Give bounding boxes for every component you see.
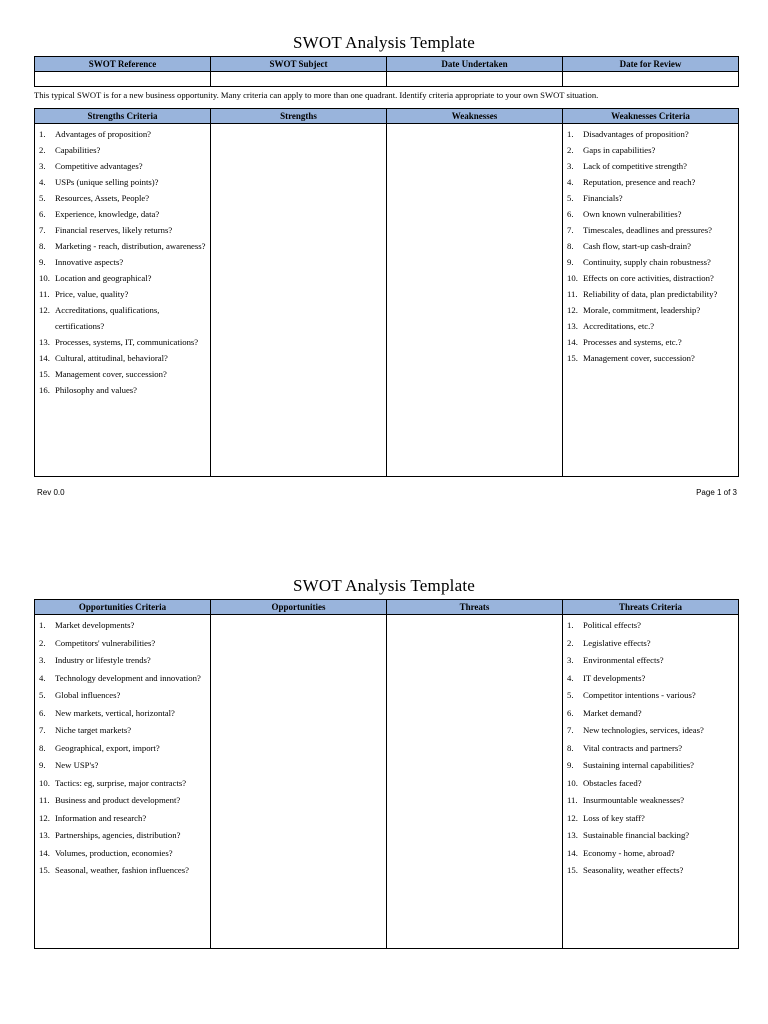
item-text: Financial reserves, likely returns? (55, 225, 173, 235)
col-swot-subject: SWOT Subject (211, 57, 387, 72)
page-title: SWOT Analysis Template (292, 576, 475, 595)
item-text: Management cover, succession? (583, 353, 695, 363)
strengths-criterion (37, 174, 208, 190)
item-text: Accreditations, qualifications, certifications? (55, 305, 160, 331)
item-number: 5. (567, 193, 574, 203)
threats-criterion (565, 827, 736, 845)
item-number: 1. (39, 620, 46, 630)
strengths-criterion (37, 334, 208, 350)
item-text: Processes, systems, IT, communications? (55, 337, 199, 347)
item-text: Industry or lifestyle trends? (55, 655, 151, 665)
strengths-criterion (37, 302, 208, 334)
item-number: 3. (39, 161, 46, 171)
item-number: 11. (567, 795, 578, 805)
opportunities-cell[interactable] (211, 615, 387, 949)
item-text: Political effects? (583, 620, 641, 630)
opportunities-criterion (37, 635, 208, 653)
page-number: Page 1 of 3 (696, 488, 737, 497)
item-text: Seasonality, weather effects? (583, 865, 684, 875)
item-number: 8. (39, 742, 46, 753)
strengths-criterion (37, 238, 208, 254)
item-number: 2. (39, 637, 46, 648)
item-text: Competitive advantages? (55, 161, 143, 171)
item-text: Management cover, succession? (55, 369, 167, 379)
item-text: Volumes, production, economies? (55, 847, 173, 858)
item-number: 6. (567, 707, 574, 718)
item-text: Financials? (583, 193, 623, 203)
weaknesses-criterion (565, 302, 736, 318)
col-strengths-criteria: Strengths Criteria (35, 109, 211, 124)
threats-criterion (565, 757, 736, 775)
item-text: Technology development and innovation? (55, 672, 201, 683)
strengths-criterion (37, 126, 208, 142)
opportunities-criterion (37, 792, 208, 810)
threats-criteria-cell (563, 615, 739, 949)
strengths-criterion (37, 190, 208, 206)
item-number: 13. (567, 830, 578, 840)
item-number: 13. (567, 321, 578, 331)
col-threats: Threats (387, 600, 563, 615)
item-number: 9. (39, 760, 46, 770)
item-number: 14. (567, 337, 578, 347)
item-number: 8. (39, 241, 46, 251)
item-number: 15. (39, 865, 50, 875)
item-number: 6. (567, 209, 574, 219)
item-number: 6. (39, 209, 46, 219)
item-number: 1. (39, 129, 46, 139)
item-number: 4. (39, 177, 46, 187)
item-number: 8. (567, 241, 574, 251)
item-number: 11. (39, 289, 50, 299)
item-number: 9. (567, 760, 574, 770)
item-number: 9. (39, 257, 46, 267)
item-text: Advantages of proposition? (55, 129, 152, 139)
threats-criterion (565, 722, 736, 740)
item-number: 7. (567, 225, 574, 235)
strengths-criterion (37, 366, 208, 382)
threats-criteria-list (563, 615, 738, 880)
item-number: 2. (567, 145, 574, 155)
item-text: Partnerships, agencies, distribution? (55, 830, 181, 840)
item-number: 10. (39, 777, 50, 788)
item-number: 3. (567, 161, 574, 171)
item-number: 10. (39, 273, 50, 283)
item-text: Processes and systems, etc.? (583, 337, 682, 347)
col-opportunities: Opportunities (211, 600, 387, 615)
weaknesses-criterion (565, 222, 736, 238)
item-text: Reliability of data, plan predictability? (583, 289, 718, 299)
item-text: Marketing - reach, distribution, awareness? (55, 241, 206, 251)
item-text: Location and geographical? (55, 273, 152, 283)
strengths-criterion (37, 286, 208, 302)
item-number: 5. (39, 690, 46, 700)
opportunities-criterion (37, 652, 208, 670)
weaknesses-criterion (565, 350, 736, 366)
item-number: 2. (39, 145, 46, 155)
item-text: Insurmountable weaknesses? (583, 795, 685, 805)
weaknesses-criterion (565, 254, 736, 270)
item-number: 10. (567, 273, 578, 283)
opportunities-criterion (37, 722, 208, 740)
opportunities-criteria-cell (35, 615, 211, 949)
item-text: Cultural, attitudinal, behavioral? (55, 353, 168, 363)
threats-cell[interactable] (387, 615, 563, 949)
item-text: Cash flow, start-up cash-drain? (583, 241, 691, 251)
weaknesses-criterion (565, 206, 736, 222)
opportunities-criterion (37, 775, 208, 793)
opportunities-criterion (37, 670, 208, 688)
item-text: Resources, Assets, People? (55, 193, 150, 203)
item-number: 15. (567, 865, 578, 875)
item-text: Geographical, export, import? (55, 742, 160, 753)
weaknesses-criterion (565, 286, 736, 302)
item-number: 7. (39, 225, 46, 235)
strengths-criterion (37, 350, 208, 366)
col-threats-criteria: Threats Criteria (563, 600, 739, 615)
item-number: 11. (39, 795, 50, 805)
weaknesses-criterion (565, 158, 736, 174)
weaknesses-criterion (565, 190, 736, 206)
weaknesses-criterion (565, 142, 736, 158)
item-number: 13. (39, 337, 50, 347)
opportunities-criterion (37, 757, 208, 775)
item-text: Niche target markets? (55, 725, 132, 735)
item-text: Loss of key staff? (583, 812, 645, 823)
item-text: Morale, commitment, leadership? (583, 305, 701, 315)
reference-table (34, 56, 739, 87)
item-number: 3. (39, 655, 46, 665)
item-text: Experience, knowledge, data? (55, 209, 160, 219)
item-text: Sustaining internal capabilities? (583, 760, 694, 770)
opportunities-criterion (37, 810, 208, 828)
item-text: Sustainable financial backing? (583, 830, 690, 840)
item-text: Innovative aspects? (55, 257, 124, 267)
item-text: Effects on core activities, distraction? (583, 273, 714, 283)
strengths-criterion (37, 382, 208, 398)
item-text: USPs (unique selling points)? (55, 177, 159, 187)
item-text: Timescales, deadlines and pressures? (583, 225, 712, 235)
item-number: 12. (39, 305, 50, 315)
weaknesses-criterion (565, 270, 736, 286)
strengths-criterion (37, 142, 208, 158)
item-number: 6. (39, 707, 46, 718)
item-number: 1. (567, 129, 574, 139)
strengths-cell[interactable] (211, 124, 387, 477)
item-text: Own known vulnerabilities? (583, 209, 682, 219)
item-number: 1. (567, 620, 574, 630)
item-number: 3. (567, 655, 574, 665)
weaknesses-criteria-cell (563, 124, 739, 477)
col-date-undertaken: Date Undertaken (387, 57, 563, 72)
item-text: Vital contracts and partners? (583, 742, 683, 753)
item-text: Seasonal, weather, fashion influences? (55, 865, 190, 875)
threats-criterion (565, 810, 736, 828)
item-text: Disadvantages of proposition? (583, 129, 689, 139)
col-weaknesses: Weaknesses (387, 109, 563, 124)
item-number: 9. (567, 257, 574, 267)
item-number: 15. (567, 353, 578, 363)
item-number: 12. (567, 812, 578, 823)
item-number: 11. (567, 289, 578, 299)
item-text: Philosophy and values? (55, 385, 138, 395)
item-number: 14. (567, 847, 578, 858)
threats-criterion (565, 792, 736, 810)
item-number: 4. (567, 177, 574, 187)
strengths-criteria-cell (35, 124, 211, 477)
item-text: Price, value, quality? (55, 289, 129, 299)
weaknesses-criterion (565, 174, 736, 190)
item-text: Reputation, presence and reach? (583, 177, 696, 187)
opportunities-threats-table (34, 599, 739, 949)
opportunities-criteria-list (35, 615, 210, 880)
item-number: 14. (39, 847, 50, 858)
revision-label: Rev 0.0 (37, 488, 65, 497)
item-number: 2. (567, 637, 574, 648)
strengths-criterion (37, 270, 208, 286)
threats-criterion (565, 687, 736, 705)
item-text: New markets, vertical, horizontal? (55, 707, 175, 718)
weaknesses-cell[interactable] (387, 124, 563, 477)
item-text: Global influences? (55, 690, 121, 700)
opportunities-criterion (37, 705, 208, 723)
item-text: Accreditations, etc.? (583, 321, 655, 331)
item-number: 10. (567, 777, 578, 788)
item-text: Legislative effects? (583, 637, 651, 648)
item-text: Competitors' vulnerabilities? (55, 637, 156, 648)
threats-criterion (565, 617, 736, 635)
page-title: SWOT Analysis Template (292, 33, 475, 52)
weaknesses-criteria-list (563, 124, 738, 366)
strengths-criterion (37, 254, 208, 270)
date-undertaken-field[interactable] (387, 72, 563, 87)
strengths-weaknesses-table (34, 108, 739, 477)
threats-criterion (565, 652, 736, 670)
item-number: 8. (567, 742, 574, 753)
item-number: 12. (567, 305, 578, 315)
opportunities-criterion (37, 845, 208, 863)
opportunities-criterion (37, 687, 208, 705)
item-text: Gaps in capabilities? (583, 145, 656, 155)
item-text: Tactics: eg, surprise, major contracts? (55, 777, 187, 788)
item-number: 13. (39, 830, 50, 840)
threats-criterion (565, 705, 736, 723)
item-text: Competitor intentions - various? (583, 690, 696, 700)
item-text: Economy - home, abroad? (583, 847, 675, 858)
item-text: Environmental effects? (583, 655, 664, 665)
item-number: 15. (39, 369, 50, 379)
opportunities-criterion (37, 740, 208, 758)
threats-criterion (565, 670, 736, 688)
item-number: 4. (567, 672, 574, 683)
threats-criterion (565, 775, 736, 793)
item-text: Continuity, supply chain robustness? (583, 257, 711, 267)
item-text: Capabilities? (55, 145, 101, 155)
threats-criterion (565, 740, 736, 758)
strengths-criterion (37, 206, 208, 222)
page-2 (0, 560, 768, 1024)
col-swot-reference: SWOT Reference (35, 57, 211, 72)
strengths-criteria-list (35, 124, 210, 398)
item-text: IT developments? (583, 672, 646, 683)
weaknesses-criterion (565, 334, 736, 350)
threats-criterion (565, 862, 736, 880)
item-text: Lack of competitive strength? (583, 161, 687, 171)
item-number: 5. (39, 193, 46, 203)
item-number: 16. (39, 385, 50, 395)
item-number: 7. (567, 725, 574, 735)
item-number: 12. (39, 812, 50, 823)
intro-text: This typical SWOT is for a new business opportunity. Many criteria can apply to more than one quadrant. Identify criteria appropriate to your own SWOT situation. (34, 90, 599, 100)
item-number: 5. (567, 690, 574, 700)
item-text: Market demand? (583, 707, 642, 718)
col-opportunities-criteria: Opportunities Criteria (35, 600, 211, 615)
col-strengths: Strengths (211, 109, 387, 124)
opportunities-criterion (37, 617, 208, 635)
item-text: New technologies, services, ideas? (583, 725, 704, 735)
col-weaknesses-criteria: Weaknesses Criteria (563, 109, 739, 124)
threats-criterion (565, 845, 736, 863)
weaknesses-criterion (565, 318, 736, 334)
item-number: 4. (39, 672, 46, 683)
item-text: Obstacles faced? (583, 777, 642, 788)
opportunities-criterion (37, 862, 208, 880)
strengths-criterion (37, 158, 208, 174)
threats-criterion (565, 635, 736, 653)
item-number: 14. (39, 353, 50, 363)
strengths-criterion (37, 222, 208, 238)
item-text: Market developments? (55, 620, 135, 630)
swot-subject-field[interactable] (211, 72, 387, 87)
weaknesses-criterion (565, 126, 736, 142)
item-number: 7. (39, 725, 46, 735)
item-text: Information and research? (55, 812, 147, 823)
item-text: Business and product development? (55, 795, 181, 805)
opportunities-criterion (37, 827, 208, 845)
col-date-for-review: Date for Review (563, 57, 739, 72)
weaknesses-criterion (565, 238, 736, 254)
date-for-review-field[interactable] (563, 72, 739, 87)
item-text: New USP's? (55, 760, 99, 770)
swot-reference-field[interactable] (35, 72, 211, 87)
